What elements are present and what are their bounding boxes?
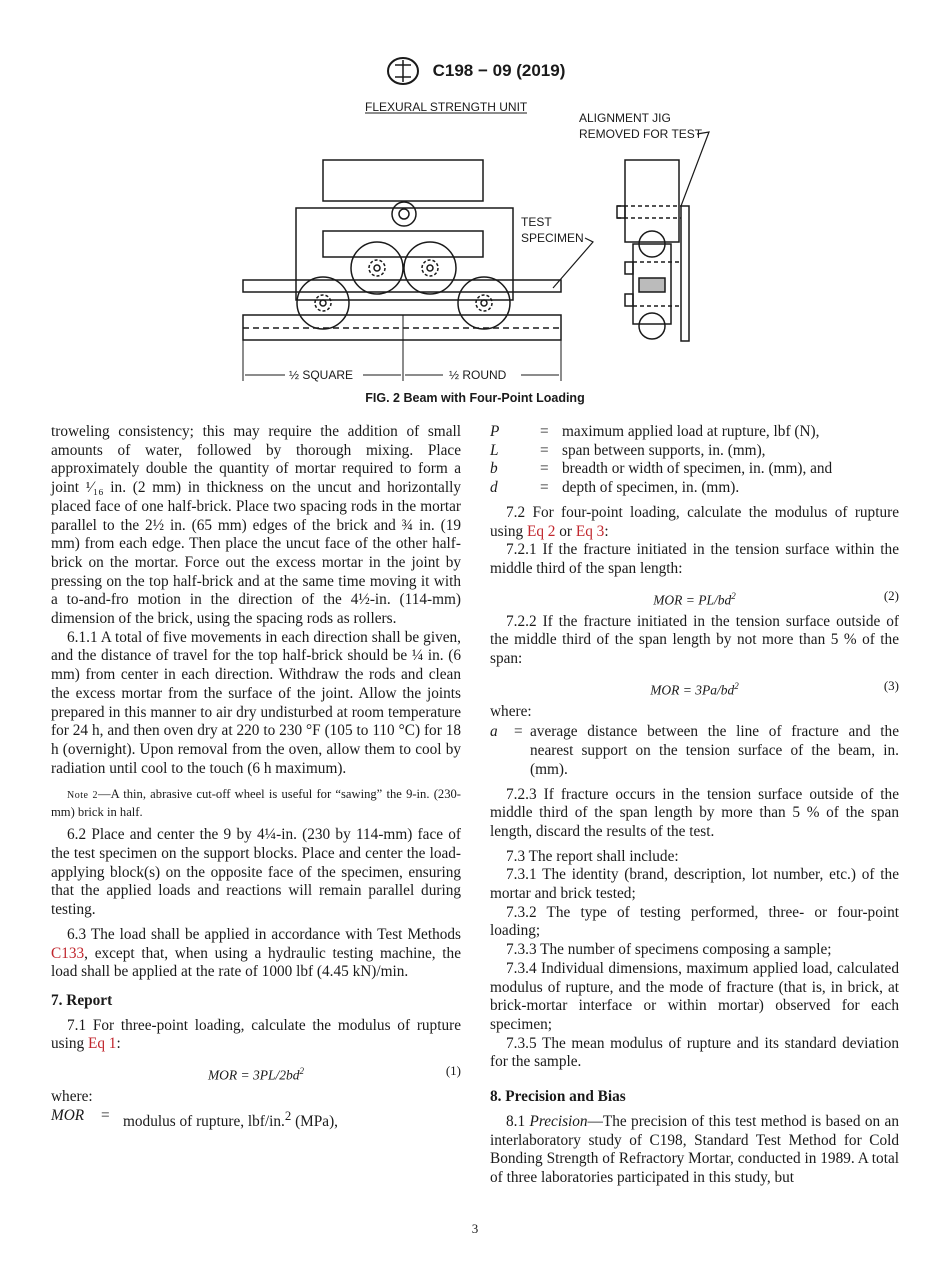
definition-mor-unit: (MPa), bbox=[291, 1112, 338, 1130]
definition-text: breadth or width of specimen, in. (mm), and bbox=[562, 460, 833, 478]
link-eq-3[interactable]: Eq 3 bbox=[575, 522, 605, 540]
definition-text: maximum applied load at rupture, lbf (N), bbox=[562, 423, 820, 440]
label-half-round: ½ ROUND bbox=[449, 368, 507, 382]
section-7-heading: 7. Report bbox=[51, 991, 113, 1009]
definition-equals: = bbox=[540, 479, 549, 497]
definition-text: span between supports, in. (mm), bbox=[562, 441, 766, 459]
definition-symbol: P bbox=[490, 423, 500, 440]
label-alignment-jig-1: ALIGNMENT JIG bbox=[579, 111, 671, 125]
astm-logo bbox=[385, 56, 421, 86]
equation-3-sup: 2 bbox=[734, 680, 739, 691]
definition-p bbox=[490, 423, 899, 442]
label-test-specimen-1: TEST bbox=[521, 215, 552, 229]
definition-equals: = bbox=[540, 423, 549, 440]
where-label-right: where: bbox=[490, 702, 532, 720]
equation-1-body: MOR = 3PL/2bd bbox=[207, 1067, 300, 1083]
equation-1-number: (1) bbox=[445, 1063, 461, 1079]
paragraph-6-3-text-b: , except that, when using a hydraulic testing machine, the load shall be applied at the rate of 1000 lbf (4.45 kN)/min. bbox=[51, 944, 461, 981]
link-eq-2[interactable]: Eq 2 bbox=[526, 522, 556, 540]
paragraph-6-3-text-a: 6.3 The load shall be applied in accordance with Test Methods bbox=[67, 925, 461, 943]
where-label-left: where: bbox=[51, 1088, 93, 1106]
note-text: —A thin, abrasive cut-off wheel is useful for “sawing” the 9-in. (230-mm) brick in half. bbox=[51, 787, 461, 820]
equation-2-sup: 2 bbox=[731, 590, 736, 601]
equation-1-expression bbox=[51, 1062, 461, 1085]
equation-3-body: MOR = 3Pa/bd bbox=[650, 682, 735, 698]
equation-2-body: MOR = PL/bd bbox=[653, 592, 732, 608]
definition-symbol: a bbox=[490, 723, 498, 741]
definition-symbol: MOR bbox=[51, 1106, 85, 1124]
paragraph-8-1-text-b: —The precision of this test method is based on an interlaboratory study of C198, Standard Test Method for Cold Bonding Strength of Refractory Mortar, conducted in 1989. A total of three laboratories participated in this study, but bbox=[490, 1112, 899, 1186]
paragraph-6-1-1: 6.1.1 A total of five movements in each direction shall be given, and the distance of travel for the top half-brick should be ¼ in. (6 mm) from center in each direction. Withdraw the rods and clean the excess mortar from the surface of the joint. Allow the joints prepared in this manner to air dry undisturbed at room temperature for 24 h, and then oven dry at 220 to 230 °F (105 to 110 °C) for 18 h (overnight). Upon removal from the oven, allow them to cool by radiation until cool to the touch (6 h maximum). bbox=[51, 628, 461, 777]
paragraph-8-1-text-a: 8.1 bbox=[506, 1112, 530, 1130]
left-column bbox=[51, 423, 461, 1132]
definition-text: average distance between the line of fracture and the nearest support on the tension surface of the beam, in. (mm). bbox=[530, 723, 899, 778]
definition-mor bbox=[51, 1107, 461, 1132]
page-header bbox=[0, 56, 950, 86]
paragraph-8-1 bbox=[490, 1113, 899, 1188]
paragraph-7-2 bbox=[490, 504, 899, 541]
paragraph-7-2-3: 7.2.3 If fracture occurs in the tension surface outside of the middle third of the span length by more than 5 % of the span length, discard the results of the test. bbox=[490, 785, 899, 840]
definition-a bbox=[490, 723, 899, 779]
paragraph-8-1-italic: Precision bbox=[529, 1112, 588, 1130]
definition-text: depth of specimen, in. (mm). bbox=[562, 479, 740, 497]
equation-3 bbox=[490, 673, 899, 699]
equation-3-expression bbox=[490, 677, 899, 700]
definition-equals: = bbox=[514, 723, 523, 741]
definition-b bbox=[490, 460, 899, 479]
equation-2 bbox=[490, 583, 899, 609]
paragraph-7-2-2: 7.2.2 If the fracture initiated in the tension surface outside of the middle third of the span length by not more than 5 % of the span: bbox=[490, 612, 899, 668]
equation-2-number: (2) bbox=[883, 587, 899, 603]
definition-d bbox=[490, 479, 899, 498]
link-eq-1[interactable]: Eq 1 bbox=[87, 1035, 117, 1053]
link-c133[interactable]: C133 bbox=[51, 944, 85, 962]
equation-1 bbox=[51, 1058, 461, 1084]
definition-text bbox=[123, 1107, 461, 1132]
paragraph-6-1-cont: troweling consistency; this may require the addition of small amounts of water, followed by thorough mixing. Place approximately double the quantity of mortar required to form a joint ¹⁄₁₆ in. (2 mm) in thickness on the uncut and horizontally placed face of one half-brick. Place two spacing rods in the mortar parallel to the 2½ in. (65 mm) edges of the brick and ¾ in. (19 mm) from each edge. Then place the uncut face of the other half-brick on the mortar. Force out the excess mortar in the joint by pressing on the top half-brick and at the same time moving it with a to-and-fro motion in the direction of the 4½-in. (114-mm) dimension of the brick, using the spacing rods as rollers. bbox=[51, 423, 461, 628]
paragraph-7-3: 7.3 The report shall include: bbox=[506, 847, 679, 865]
definition-symbol: L bbox=[490, 441, 499, 459]
paragraph-7-2-text-a: 7.2 For four-point loading, calculate the modulus of rupture using bbox=[490, 503, 899, 540]
figure-caption: FIG. 2 Beam with Four-Point Loading bbox=[365, 391, 585, 405]
paragraph-7-1-text-b: : bbox=[116, 1035, 121, 1053]
definition-symbol: b bbox=[490, 460, 498, 478]
definition-equals: = bbox=[101, 1106, 110, 1124]
paragraph-7-1-text-a: 7.1 For three-point loading, calculate the modulus of rupture using bbox=[51, 1016, 461, 1053]
definition-l bbox=[490, 442, 899, 461]
paragraph-7-3-1: 7.3.1 The identity (brand, description, lot number, etc.) of the mortar and brick tested; bbox=[490, 866, 899, 903]
equation-3-number: (3) bbox=[883, 677, 899, 693]
note-label: Note 2 bbox=[67, 790, 99, 802]
definition-equals: = bbox=[540, 441, 549, 459]
note-2 bbox=[51, 786, 461, 820]
paragraph-7-1 bbox=[51, 1017, 461, 1054]
definition-mor-text: modulus of rupture, lbf/in. bbox=[123, 1112, 285, 1130]
definition-equals: = bbox=[540, 460, 549, 478]
paragraph-7-2-or: or bbox=[555, 522, 576, 540]
equation-1-sup: 2 bbox=[299, 1066, 305, 1077]
label-alignment-jig-2: REMOVED FOR TEST bbox=[579, 127, 703, 141]
label-half-square: ½ SQUARE bbox=[289, 368, 354, 382]
paragraph-7-2-text-b: : bbox=[604, 522, 609, 540]
paragraph-7-3-4: 7.3.4 Individual dimensions, maximum applied load, calculated modulus of rupture, and the mode of fracture (that is, in brick, at brick-mortar interface or within mortar) observed for each specimen; bbox=[490, 959, 899, 1033]
page-number: 3 bbox=[471, 1221, 479, 1236]
equation-2-expression bbox=[490, 587, 899, 610]
paragraph-7-3-2: 7.3.2 The type of testing performed, three- or four-point loading; bbox=[490, 903, 899, 940]
paragraph-6-2: 6.2 Place and center the 9 by 4¼-in. (230 by 114-mm) face of the test specimen on the support blocks. Place and center the load-applying block(s) on the opposite face of the specimen, ensuring that the applied loads and reactions will remain parallel during testing. bbox=[51, 826, 461, 919]
right-column bbox=[490, 423, 899, 1188]
standard-designation: C198 − 09 (2019) bbox=[432, 61, 566, 80]
section-8-heading: 8. Precision and Bias bbox=[490, 1088, 626, 1106]
definition-symbol: d bbox=[490, 479, 498, 497]
paragraph-6-3 bbox=[51, 926, 461, 982]
paragraph-7-2-1: 7.2.1 If the fracture initiated in the tension surface within the middle third of the span length: bbox=[490, 541, 899, 577]
paragraph-7-3-5: 7.3.5 The mean modulus of rupture and its standard deviation for the sample. bbox=[490, 1034, 899, 1071]
label-test-specimen-2: SPECIMEN bbox=[521, 231, 584, 245]
figure-beam-four-point bbox=[235, 96, 715, 386]
label-flexural-unit: FLEXURAL STRENGTH UNIT bbox=[365, 100, 528, 114]
definition-mor-sup: 2 bbox=[284, 1108, 292, 1123]
paragraph-7-3-3: 7.3.3 The number of specimens composing a sample; bbox=[506, 941, 832, 959]
definitions-list bbox=[490, 423, 899, 498]
